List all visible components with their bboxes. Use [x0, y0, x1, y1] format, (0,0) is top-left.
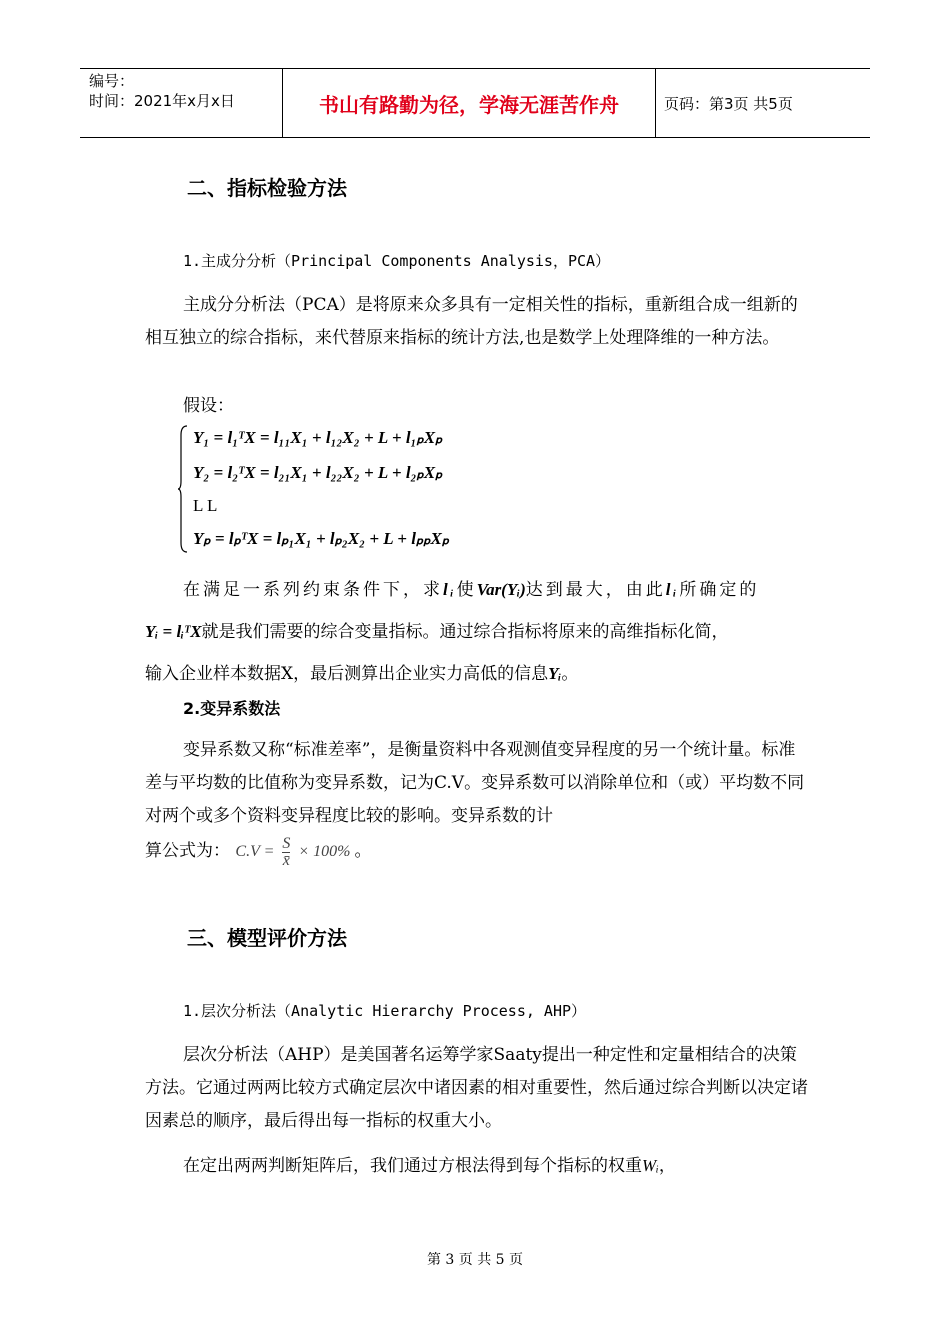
section-2-title: 二、指标检验方法 — [187, 176, 347, 200]
pca-line-1-d: 所确定的 — [679, 580, 760, 600]
cv-fraction — [282, 836, 290, 869]
pca-line-1-a: 在满足一系列约束条件下，求 — [183, 580, 443, 600]
equation-2: Y₂ = l₂ᵀX = l₂₁X₁ + l₂₂X₂ + L + l₂ₚXₚ — [193, 463, 443, 482]
var-symbol: Var(Yᵢ) — [476, 580, 526, 599]
li-symbol-2: lᵢ — [665, 580, 680, 599]
ahp-paragraph: 层次分析法（AHP）是美国著名运筹学家Saaty提出一种定性和定量相结合的决策方法。它通过两两比较方式确定层次中诸因素的相对重要性，然后通过综合判断以决定诸因素总的顺序，最后得出每一指标的权重大小。 — [145, 1045, 808, 1131]
cv-formula-line — [145, 836, 371, 869]
pca-line-1 — [183, 575, 759, 600]
date-label: 时间：2021年x月x日 — [89, 92, 235, 110]
li-symbol: lᵢ — [443, 580, 457, 599]
cv-formula-lead: 算公式为： — [145, 841, 230, 862]
cv-numerator: S — [282, 835, 291, 852]
cv-end: 。 — [354, 841, 372, 862]
equation-p: Yₚ = lₚᵀX = lₚ₁X₁ + lₚ₂X₂ + L + lₚₚXₚ — [193, 529, 450, 548]
equation-brace — [178, 425, 188, 553]
pca-title: 1.主成分分析（Principal Components Analysis，PCA） — [183, 252, 611, 270]
page-header — [80, 68, 870, 138]
yi-equation: Yᵢ = lᵢᵀX — [145, 622, 202, 641]
pca-line-3-end: 。 — [561, 664, 579, 684]
section-3-title: 三、模型评价方法 — [187, 926, 347, 950]
yi-symbol: Yᵢ — [548, 664, 562, 683]
cv-title: 2.变异系数法 — [183, 699, 281, 718]
pca-line-3-text: 输入企业样本数据X，最后测算出企业实力高低的信息 — [145, 664, 549, 684]
header-page-info: 页码：第3页 共5页 — [664, 94, 793, 113]
pca-line-2-text: 就是我们需要的综合变量指标。通过综合指标将原来的高维指标化简， — [201, 622, 729, 642]
pca-line-1-c: 达到最大，由此 — [525, 580, 666, 600]
wi-symbol: Wᵢ — [642, 1156, 659, 1175]
cv-paragraph: 变异系数又称“标准差率”，是衡量资料中各观测值变异程度的另一个统计量。标准差与平均数的比值称为变异系数，记为C.V。变异系数可以消除单位和（或）平均数不同对两个或多个资料变异程度比较的影响。变异系数的计 — [145, 740, 805, 826]
cv-rhs: × 100% — [298, 843, 351, 861]
cv-lhs: C.V = — [235, 843, 275, 861]
cv-formula — [235, 835, 354, 869]
ahp-title: 1.层次分析法（Analytic Hierarchy Process, AHP） — [183, 1002, 587, 1020]
pca-line-1-b: 使 — [456, 580, 477, 600]
cv-denominator: x̄ — [282, 852, 290, 869]
equation-1: Y₁ = l₁ᵀX = l₁₁X₁ + l₁₂X₂ + L + l₁ₚXₚ — [193, 428, 443, 447]
pca-paragraph: 主成分分析法（PCA）是将原来众多具有一定相关性的指标，重新组合成一组新的相互独立的综合指标，来代替原来指标的统计方法,也是数学上处理降维的一种方法。 — [145, 295, 798, 348]
header-meta — [80, 69, 280, 137]
header-motto: 书山有路勤为径，学海无涯苦作舟 — [282, 69, 656, 137]
number-label: 编号： — [89, 72, 135, 90]
assume-label: 假设： — [183, 396, 234, 416]
ahp-line-end: ， — [658, 1156, 676, 1176]
pca-line-2 — [145, 617, 729, 642]
ahp-line-text: 在定出两两判断矩阵后，我们通过方根法得到每个指标的权重 — [183, 1156, 642, 1176]
page-footer: 第 3 页 共 5 页 — [426, 1252, 524, 1268]
ahp-line — [183, 1151, 676, 1176]
equation-ellipsis: L L — [193, 496, 218, 515]
pca-line-3 — [145, 659, 578, 684]
